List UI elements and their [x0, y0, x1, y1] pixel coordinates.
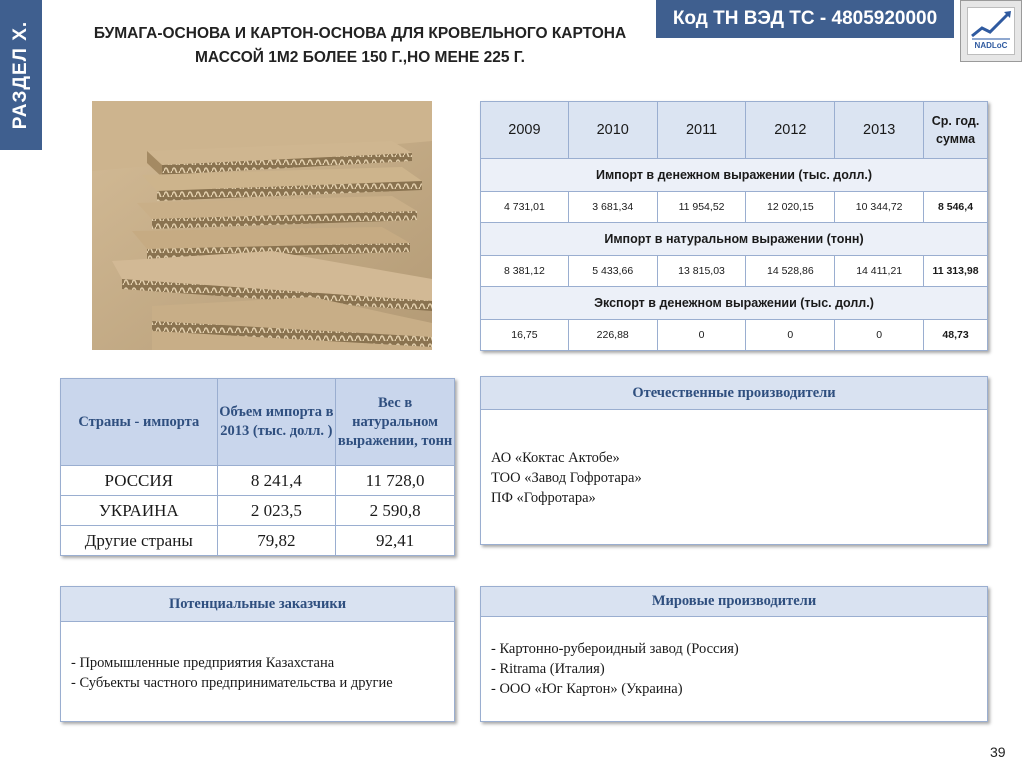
section-row	[481, 223, 988, 256]
section-title: Импорт в денежном выражении (тыс. долл.)	[481, 159, 988, 192]
value-cell: 3 681,34	[568, 192, 657, 223]
page-number: 39	[990, 744, 1006, 760]
value-cell: 14 411,21	[835, 256, 924, 287]
weight-header: Вес в натуральном выражении, тонн	[336, 379, 455, 466]
country-name: РОССИЯ	[61, 466, 218, 496]
total-cell: 8 546,4	[924, 192, 988, 223]
stats-header-row	[481, 102, 988, 159]
panel-title: Отечественные производители	[481, 377, 987, 410]
value-cell: 10 344,72	[835, 192, 924, 223]
year-header: 2013	[835, 102, 924, 159]
list-item: - Субъекты частного предпринимательства и другие	[71, 675, 393, 691]
values-row	[481, 256, 988, 287]
logo-text: NADLoC	[974, 41, 1008, 50]
section-title: Импорт в натуральном выражении (тонн)	[481, 223, 988, 256]
value-cell: 226,88	[568, 320, 657, 351]
page-title	[58, 22, 662, 70]
volume-value: 2 023,5	[217, 496, 336, 526]
panel-body	[481, 410, 987, 508]
nadloc-logo	[960, 0, 1022, 62]
section-row	[481, 159, 988, 192]
values-row	[481, 320, 988, 351]
list-item: АО «Коктас Актобе»	[491, 450, 620, 466]
countries-header: Страны - импорта	[61, 379, 218, 466]
section-tab-label: РАЗДЕЛ X.	[10, 20, 31, 130]
trade-stats-table	[480, 101, 988, 351]
title-line-2: МАССОЙ 1М2 БОЛЕЕ 150 Г.,НО МЕНЕ 225 Г.	[195, 49, 525, 66]
corrugated-cardboard-photo	[92, 101, 432, 350]
list-item: - Ritrama (Италия)	[491, 661, 605, 677]
logo-mark	[967, 7, 1015, 55]
panel-title: Потенциальные заказчики	[61, 587, 454, 622]
list-item: - Картонно-рубероидный завод (Россия)	[491, 641, 739, 657]
world-producers-panel	[480, 586, 988, 722]
volume-value: 8 241,4	[217, 466, 336, 496]
list-item: ПФ «Гофротара»	[491, 490, 596, 506]
value-cell: 11 954,52	[657, 192, 746, 223]
code-badge	[656, 0, 954, 38]
value-cell: 0	[835, 320, 924, 351]
volume-value: 79,82	[217, 526, 336, 556]
import-countries-table	[60, 378, 455, 556]
code-label: Код ТН ВЭД ТС - 4805920000	[672, 8, 938, 29]
value-cell: 0	[657, 320, 746, 351]
table-row	[61, 496, 455, 526]
potential-customers-panel	[60, 586, 455, 722]
country-name: УКРАИНА	[61, 496, 218, 526]
section-tab	[0, 0, 42, 150]
year-header: 2009	[481, 102, 569, 159]
year-header: 2011	[657, 102, 746, 159]
panel-title: Мировые производители	[481, 587, 987, 617]
weight-value: 92,41	[336, 526, 455, 556]
value-cell: 8 381,12	[481, 256, 569, 287]
value-cell: 5 433,66	[568, 256, 657, 287]
section-title: Экспорт в денежном выражении (тыс. долл.)	[481, 287, 988, 320]
year-header: 2010	[568, 102, 657, 159]
avg-header: Ср. год. сумма	[924, 102, 988, 159]
weight-value: 11 728,0	[336, 466, 455, 496]
total-cell: 11 313,98	[924, 256, 988, 287]
year-header: 2012	[746, 102, 835, 159]
domestic-producers-panel	[480, 376, 988, 545]
values-row	[481, 192, 988, 223]
list-item: - Промышленные предприятия Казахстана	[71, 655, 335, 671]
value-cell: 13 815,03	[657, 256, 746, 287]
list-item: ТОО «Завод Гофротара»	[491, 470, 642, 486]
section-row	[481, 287, 988, 320]
value-cell: 16,75	[481, 320, 569, 351]
countries-header-row	[61, 379, 455, 466]
panel-body	[481, 617, 987, 699]
value-cell: 14 528,86	[746, 256, 835, 287]
value-cell: 0	[746, 320, 835, 351]
value-cell: 4 731,01	[481, 192, 569, 223]
total-cell: 48,73	[924, 320, 988, 351]
list-item: - ООО «Юг Картон» (Украина)	[491, 681, 683, 697]
volume-header: Объем импорта в 2013 (тыс. долл. )	[217, 379, 336, 466]
country-name: Другие страны	[61, 526, 218, 556]
table-row	[61, 466, 455, 496]
panel-body	[61, 622, 454, 693]
logo-chart-icon	[968, 8, 1014, 42]
title-line-1: БУМАГА-ОСНОВА И КАРТОН-ОСНОВА ДЛЯ КРОВЕЛЬНОГО КАРТОНА	[93, 25, 627, 42]
table-row	[61, 526, 455, 556]
weight-value: 2 590,8	[336, 496, 455, 526]
value-cell: 12 020,15	[746, 192, 835, 223]
